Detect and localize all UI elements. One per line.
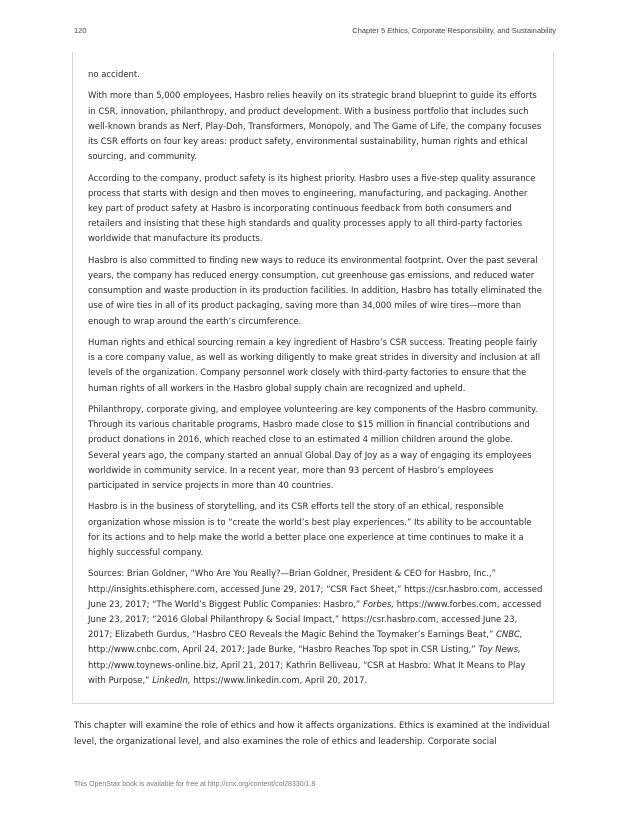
source-publication: Forbes, <box>362 598 395 609</box>
sources-text: http://www.toynews-online.biz, April 21, 2017; Kathrin Belliveau, “CSR at Hasbro: What It Means to Play with Purpose,” <box>88 659 526 685</box>
sources-text: https://www.linkedin.com, April 20, 2017. <box>190 674 368 685</box>
feature-paragraph: Hasbro is also committed to finding new ways to reduce its environmental footprint. Over the past several years, the company has reduced energy consumption, cut greenhouse gas emissions, and reduced water consumption and waste production in its production facilities. In addition, Hasbro has totally eliminated the use of wire ties in all of its product packaging, saving more than 34,000 miles of wire tires—more than enough to wrap around the earth’s circumference. <box>88 254 542 326</box>
page-footer: This OpenStax book is available for free at http://cnx.org/content/col28330/1.8 <box>74 781 316 788</box>
sources-text: Sources: Brian Goldner, “Who Are You Really?—Brian Goldner, President & CEO for Hasbro, Inc.,” http://insights.ethisphere.com, accessed June 29, 2017; “CSR Fact Sheet,” https://csr.hasbro.com, accessed June 23, 2017; “The World’s Biggest Public Companies: Hasbro,” <box>88 568 543 609</box>
feature-paragraph: With more than 5,000 employees, Hasbro relies heavily on its strategic brand blueprint to guide its efforts in CSR, innovation, philanthropy, and product development. With a business portfolio that includes such well-known brands as Nerf, Play-Doh, Transformers, Monopoly, and The Game of Life, the company focuses its CSR efforts on four key areas: product safety, environmental sustainability, human rights and ethical sourcing, and community. <box>88 90 542 162</box>
sources-text: http://www.cnbc.com, April 24, 2017; Jade Burke, “Hasbro Reaches Top spot in CSR Listing,” <box>88 644 479 655</box>
feature-box-content <box>88 67 544 694</box>
feature-paragraph: Philanthropy, corporate giving, and employee volunteering are key components of the Hasbro community. Through its various charitable programs, Hasbro made close to $15 million in financial contributions and product donations in 2016, which reached close to an estimated 4 million children around the globe. Several years ago, the company started an annual Global Day of Joy as a way of engaging its employees worldwide in community service. In a recent year, more than 93 percent of Hasbro’s employees participated in service projects in more than 40 countries. <box>88 404 538 491</box>
body-paragraph: This chapter will examine the role of ethics and how it affects organizations. Ethics is examined at the individual level, the organizational level, and also examines the role of ethics and leadership. Corporate social <box>74 720 550 746</box>
sources-citation <box>88 566 544 688</box>
source-publication: CNBC, <box>496 629 523 640</box>
source-publication: Toy News, <box>478 644 521 655</box>
feature-paragraph: no accident. <box>88 69 140 79</box>
chapter-title: Chapter 5 Ethics, Corporate Responsibility, and Sustainability <box>352 26 556 35</box>
page-number: 120 <box>74 26 87 35</box>
feature-paragraph: Human rights and ethical sourcing remain a key ingredient of Hasbro’s CSR success. Treating people fairly is a core company value, as well as working diligently to make great strides in diversity and inclusion at all levels of the organization. Company personnel work closely with third-party factories to ensure that the human rights of all workers in the Hasbro global supply chain are recognized and upheld. <box>88 337 541 393</box>
feature-paragraph: According to the company, product safety is its highest priority. Hasbro uses a five-step quality assurance process that starts with design and then moves to engineering, manufacturing, and packaging. Another key part of product safety at Hasbro is incorporating continuous feedback from both consumers and retailers and insisting that these high standards and quality processes apply to all third-party factories worldwide that manufacture its products. <box>88 172 536 244</box>
sources-text: https://www.forbes.com, accessed June 23, 2017; “2016 Global Philanthropy & Social Impact,” https://csr.hasbro.com, accessed June 23, 2017; Elizabeth Gurdus, “Hasbro CEO Reveals the Magic Behind the Toymaker’s Earnings Beat,” <box>88 598 542 640</box>
page-header <box>74 26 556 40</box>
feature-paragraph: Hasbro is in the business of storytelling, and its CSR efforts tell the story of an ethical, responsible organization whose mission is to “create the world’s best play experiences.” Its ability to be accountable for its actions and to help make the world a better place one experience at time continues to make it a highly successful company. <box>88 501 532 558</box>
source-publication: LinkedIn, <box>152 674 191 685</box>
chapter-intro <box>74 718 560 749</box>
